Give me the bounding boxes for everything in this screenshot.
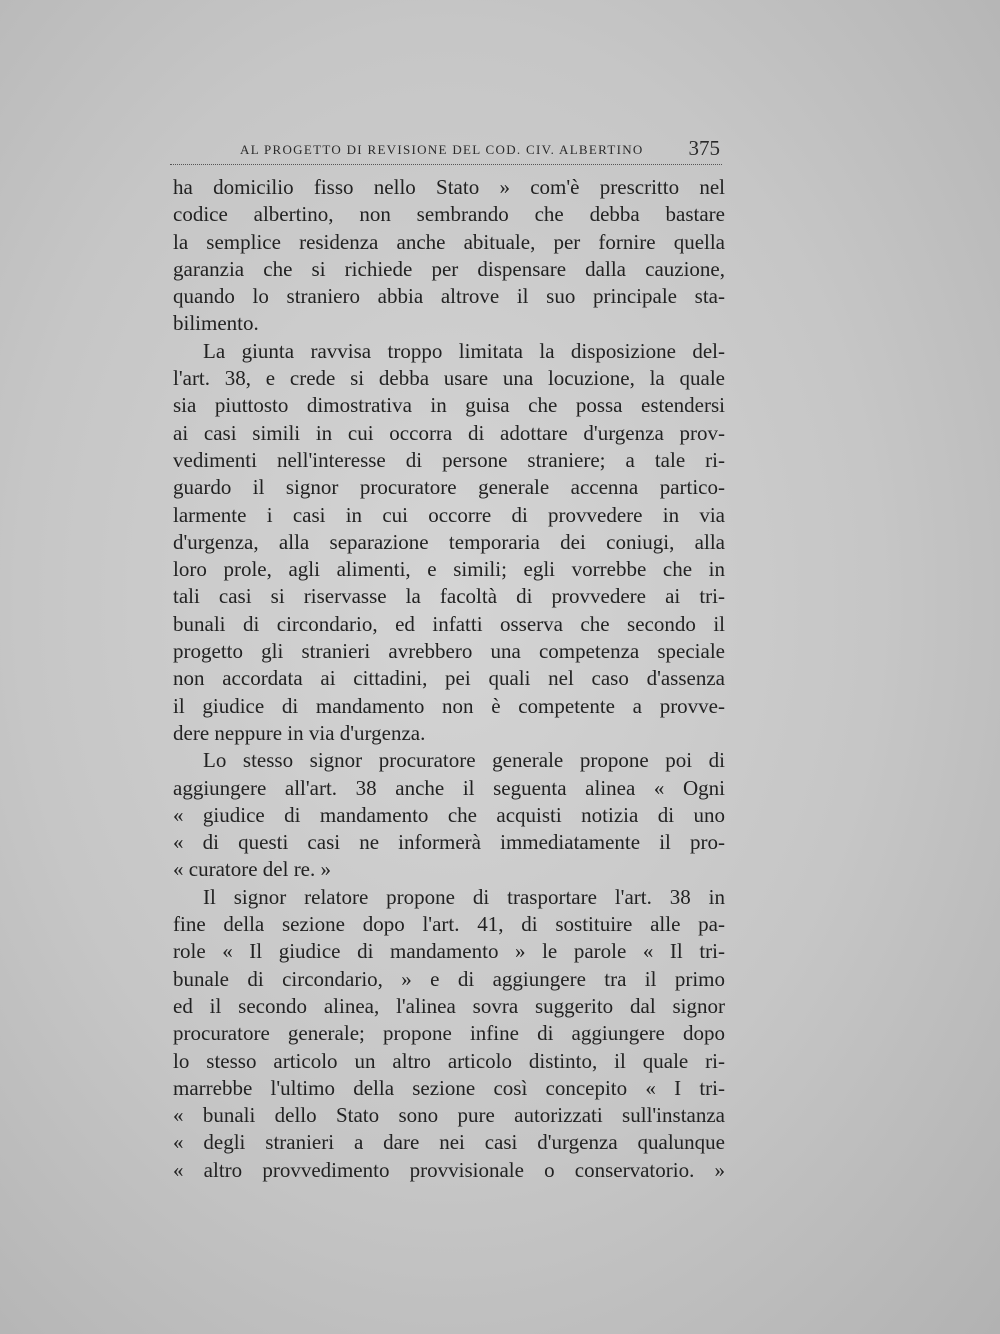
text-line: vedimenti nell'interesse di persone straniere; a tale ri- [173, 447, 725, 472]
text-line: l'art. 38, e crede si debba usare una locuzione, la quale [173, 366, 725, 391]
text-line: « bunali dello Stato sono pure autorizzati sull'instanza [173, 1103, 725, 1128]
text-line: « degli stranieri a dare nei casi d'urgenza qualunque [173, 1130, 725, 1155]
text-line: lo stesso articolo un altro articolo distinto, il quale ri- [173, 1048, 725, 1073]
text-line: dere neppure in via d'urgenza. [173, 720, 426, 745]
text-line: ai casi simili in cui occorra di adottare d'urgenza prov- [173, 420, 725, 445]
text-line: La giunta ravvisa troppo limitata la disposizione del- [203, 338, 725, 363]
text-line: fine della sezione dopo l'art. 41, di sostituire alle pa- [173, 912, 725, 937]
page-header [170, 134, 722, 165]
text-line: aggiungere all'art. 38 anche il seguenta alinea « Ogni [173, 775, 725, 800]
body-text [173, 174, 725, 1184]
text-line: bunale di circondario, » e di aggiungere tra il primo [173, 966, 725, 991]
text-line: « curatore del re. » [173, 857, 332, 882]
text-line: guardo il signor procuratore generale accenna partico- [173, 475, 725, 500]
text-line: larmente i casi in cui occorre di provvedere in via [173, 502, 725, 527]
text-line: tali casi si riservasse la facoltà di provvedere ai tri- [173, 584, 725, 609]
text-line: garanzia che si richiede per dispensare dalla cauzione, [173, 256, 725, 281]
text-line: sia piuttosto dimostrativa in guisa che possa estendersi [173, 393, 725, 418]
text-line: loro prole, agli alimenti, e simili; egli vorrebbe che in [173, 557, 725, 582]
text-line: il giudice di mandamento non è competente a provve- [173, 693, 725, 718]
text-line: non accordata ai cittadini, pei quali nel caso d'assenza [173, 666, 725, 691]
text-line: procuratore generale; propone infine di aggiungere dopo [173, 1021, 725, 1046]
text-line: Lo stesso signor procuratore generale propone poi di [203, 748, 725, 773]
text-line: bilimento. [173, 311, 259, 336]
text-line: d'urgenza, alla separazione temporaria dei coniugi, alla [173, 529, 725, 554]
text-line: « di questi casi ne informerà immediatamente il pro- [173, 830, 725, 855]
running-head: AL PROGETTO DI REVISIONE DEL COD. CIV. ALBERTINO [240, 142, 644, 157]
text-line: codice albertino, non sembrando che debba bastare [173, 202, 725, 227]
text-line: progetto gli stranieri avrebbero una competenza speciale [173, 639, 725, 664]
text-line: Il signor relatore propone di trasportare l'art. 38 in [203, 884, 725, 909]
text-line: role « Il giudice di mandamento » le parole « Il tri- [173, 939, 725, 964]
text-line: marrebbe l'ultimo della sezione così concepito « I tri- [173, 1075, 725, 1100]
text-line: « altro provvedimento provvisionale o conservatorio. » [173, 1157, 725, 1182]
text-line: « giudice di mandamento che acquisti notizia di uno [173, 802, 725, 827]
text-line: quando lo straniero abbia altrove il suo principale sta- [173, 284, 725, 309]
text-line: la semplice residenza anche abituale, per fornire quella [173, 229, 725, 254]
text-line: ha domicilio fisso nello Stato » com'è prescritto nel [173, 175, 725, 199]
text-line: bunali di circondario, ed infatti osserva che secondo il [173, 611, 725, 636]
text-line: ed il secondo alinea, l'alinea sovra suggerito dal signor [173, 993, 725, 1018]
page-number: 375 [688, 136, 720, 160]
